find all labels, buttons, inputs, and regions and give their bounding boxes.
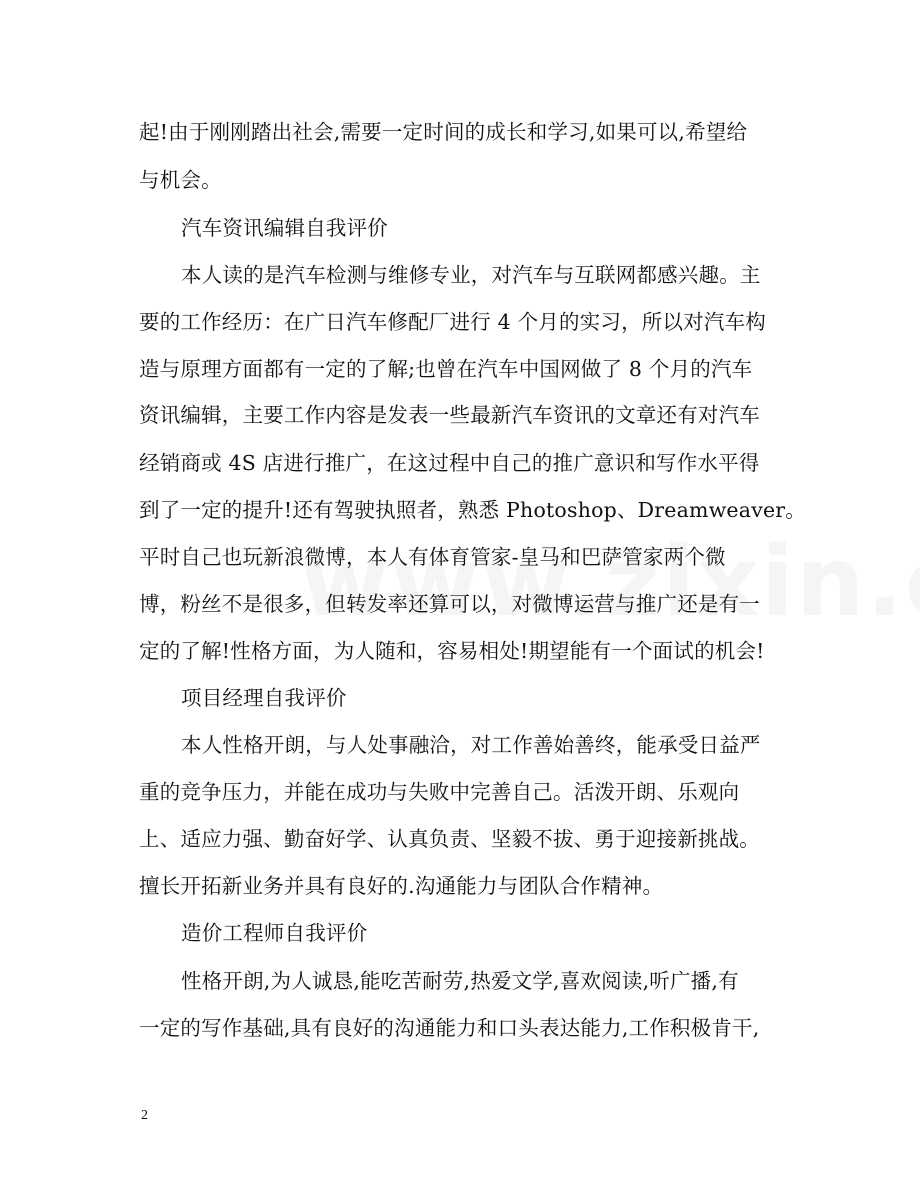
page-number: 2 (141, 1108, 148, 1123)
text-line: 资讯编辑，主要工作内容是发表一些最新汽车资讯的文章还有对汽车 (139, 403, 760, 427)
section-heading-auto-editor: 汽车资讯编辑自我评价 (181, 216, 388, 240)
text-line: 性格开朗,为人诚恳,能吃苦耐劳,热爱文学,喜欢阅读,听广播,有 (181, 969, 739, 993)
text-line: 本人性格开朗，与人处事融洽，对工作善始善终，能承受日益严 (181, 733, 761, 757)
text-line: 擅长开拓新业务并具有良好的.沟通能力与团队合作精神。 (139, 874, 664, 898)
text-line: 起!由于刚刚踏出社会,需要一定时间的成长和学习,如果可以,希望给 (139, 120, 748, 144)
text-line: 一定的写作基础,具有良好的沟通能力和口头表达能力,工作积极肯干, (139, 1016, 760, 1040)
text-line: 与机会。 (139, 168, 222, 192)
text-line: 要的工作经历：在广日汽车修配厂进行 4 个月的实习，所以对汽车构 (139, 310, 766, 334)
text-line: 重的竞争压力，并能在成功与失败中完善自己。活泼开朗、乐观向 (139, 780, 740, 804)
text-line: 本人读的是汽车检测与维修专业，对汽车与互联网都感兴趣。主 (181, 263, 761, 287)
text-line: 到了一定的提升!还有驾驶执照者，熟悉 Photoshop、Dreamweaver。 (139, 498, 807, 522)
text-line: 上、适应力强、勤奋好学、认真负责、坚毅不拔、勇于迎接新挑战。 (139, 827, 760, 851)
text-line: 经销商或 4S 店进行推广，在这过程中自己的推广意识和写作水平得 (139, 451, 760, 475)
text-line: 博，粉丝不是很多，但转发率还算可以，对微博运营与推广还是有一 (139, 592, 760, 616)
text-line: 平时自己也玩新浪微博，本人有体育管家-皇马和巴萨管家两个微 (139, 545, 726, 569)
section-heading-project-manager: 项目经理自我评价 (181, 686, 347, 710)
text-line: 定的了解!性格方面，为人随和，容易相处!期望能有一个面试的机会! (139, 639, 765, 663)
section-heading-cost-engineer: 造价工程师自我评价 (181, 921, 368, 945)
text-line: 造与原理方面都有一定的了解;也曾在汽车中国网做了 8 个月的汽车 (139, 357, 753, 381)
